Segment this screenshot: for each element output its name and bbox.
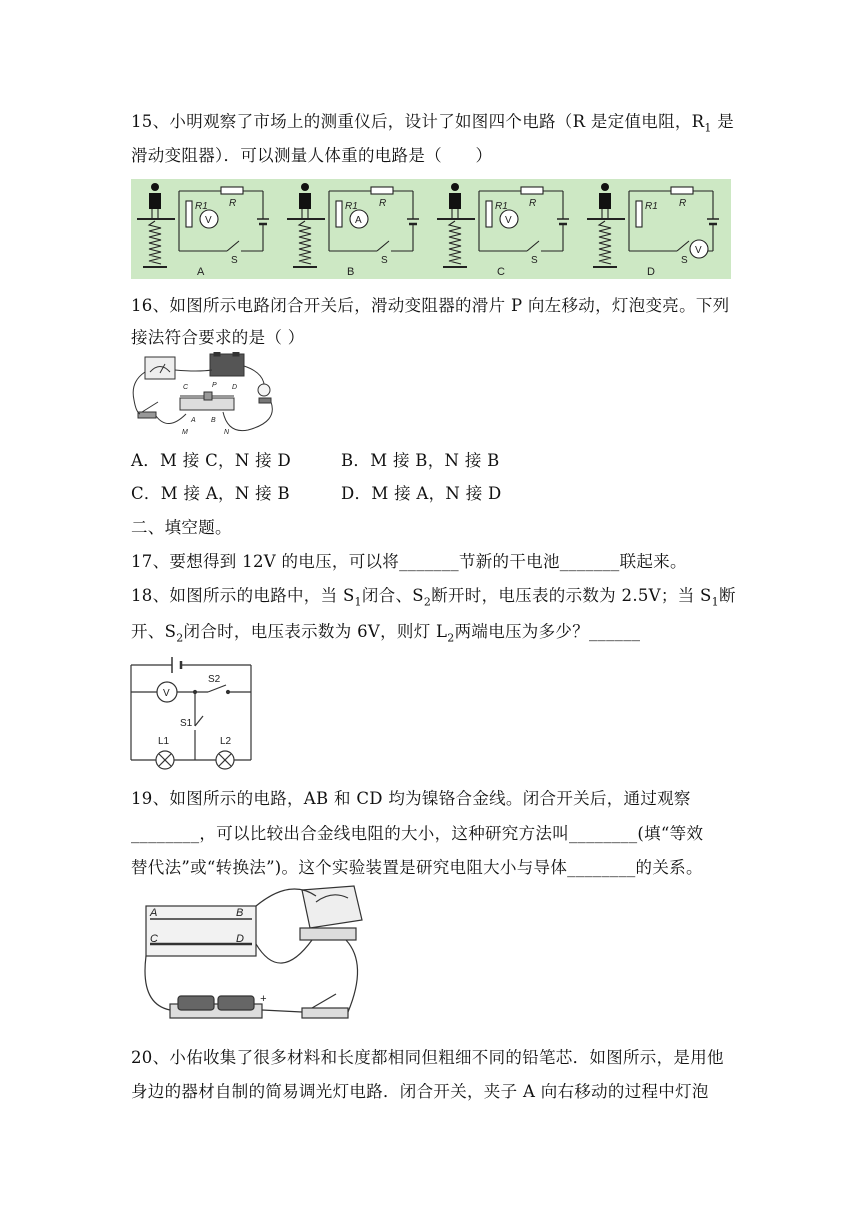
section-heading: 二、填空题。 [131, 518, 232, 537]
q15-r-label: R [679, 198, 687, 209]
q15-switch-label: S [231, 255, 238, 266]
q19-line1: 19、如图所示的电路，AB 和 CD 均为镍铬合金线。闭合开关后，通过观察 [131, 789, 691, 808]
q18-circuit-figure [128, 652, 256, 772]
q15-r1-label: R1 [645, 201, 658, 212]
q15-r1-label: R1 [195, 201, 208, 212]
q16-fig-label: B [211, 417, 216, 424]
q19-line2: ________，可以比较出合金线电阻的大小，这种研究方法叫________(填“等效 [131, 824, 704, 843]
q16-option-a: A．M 接 C，N 接 D [131, 451, 291, 470]
q18-fig-label: L1 [158, 736, 170, 747]
q19-fig-label: B [236, 907, 244, 919]
q19-line3: 替代法”或“转换法”)。这个实验装置是研究电阻大小与导体________的关系。 [131, 858, 703, 877]
q15-r1-subscript: 1 [704, 121, 712, 135]
q18-fig-label: S2 [208, 674, 221, 685]
q16-option-b: B．M 接 B，N 接 B [341, 451, 500, 470]
q16-fig-label: P [212, 382, 217, 389]
q19-circuit-figure [140, 884, 380, 1030]
q15-circuit-figure [131, 179, 731, 279]
q15-panel-label: D [647, 266, 655, 278]
q15-switch-label: S [381, 255, 388, 266]
q15-panel-label: B [347, 266, 355, 278]
q19-switch [302, 1008, 348, 1018]
q16-ammeter [145, 357, 175, 379]
q15-line2: 滑动变阻器）．可以测量人体重的电路是（ ） [131, 146, 493, 165]
q16-switch [138, 412, 156, 418]
q15-line1: 15、小明观察了市场上的测重仪后，设计了如图四个电路（R 是定值电阻，$R_1$ 是 [131, 112, 735, 135]
q15-panel-label: C [497, 266, 505, 278]
q16-line1: 16、如图所示电路闭合开关后，滑动变阻器的滑片 P 向左移动，灯泡变亮。下列 [131, 296, 730, 315]
q16-option-d: D．M 接 A，N 接 D [341, 484, 502, 503]
q15-meter-label: V [205, 215, 212, 226]
q15-switch-label: S [531, 255, 538, 266]
q19-ammeter [300, 886, 362, 940]
q16-circuit-figure [128, 352, 288, 438]
q15-meter-label: V [505, 215, 512, 226]
q15-r-label: R [229, 198, 237, 209]
q19-fig-label: C [150, 933, 158, 945]
q15-meter-label: V [695, 245, 702, 256]
q18-line2: 开、$S_2$闭合时，电压表示数为 6V，则灯 $L_2$两端电压为多少？______ [131, 622, 641, 645]
q16-fig-label: C [183, 384, 189, 391]
q16-battery [210, 354, 244, 376]
q16-option-c: C．M 接 A，N 接 B [131, 484, 290, 503]
q16-fig-label: A [191, 417, 196, 424]
q15-r-label: R [379, 198, 387, 209]
q16-bulb [258, 384, 270, 396]
q19-fig-label: + [260, 993, 267, 1005]
q18-fig-label: S1 [180, 718, 193, 729]
q16-fig-label: N [224, 429, 230, 436]
q15-switch-label: S [681, 255, 688, 266]
q18-fig-label: V [163, 688, 170, 699]
q15-r1-label: R1 [345, 201, 358, 212]
q15-panel-label: A [197, 266, 205, 278]
q16-fig-label: M [182, 429, 188, 436]
q16-line2: 接法符合要求的是（ ） [131, 328, 305, 347]
q18-fig-label: L2 [220, 736, 232, 747]
q15-r1-label: R1 [495, 201, 508, 212]
q15-meter-label: A [355, 215, 362, 226]
q19-fig-label: D [236, 933, 244, 945]
q17-text: 17、要想得到 12V 的电压，可以将_______节新的干电池_______联起来。 [131, 552, 687, 571]
q20-line2: 身边的器材自制的简易调光灯电路．闭合开关，夹子 A 向右移动的过程中灯泡 [131, 1082, 709, 1101]
q15-r-label: R [529, 198, 537, 209]
q18-line1: 18、如图所示的电路中，当 $S_1$闭合、$S_2$断开时，电压表的示数为 2.5V；当 $S_1$断 [131, 586, 736, 609]
q20-line1: 20、小佑收集了很多材料和长度都相同但粗细不同的铅笔芯．如图所示，是用他 [131, 1048, 724, 1067]
q16-fig-label: D [232, 384, 238, 391]
q19-fig-label: A [150, 907, 158, 919]
